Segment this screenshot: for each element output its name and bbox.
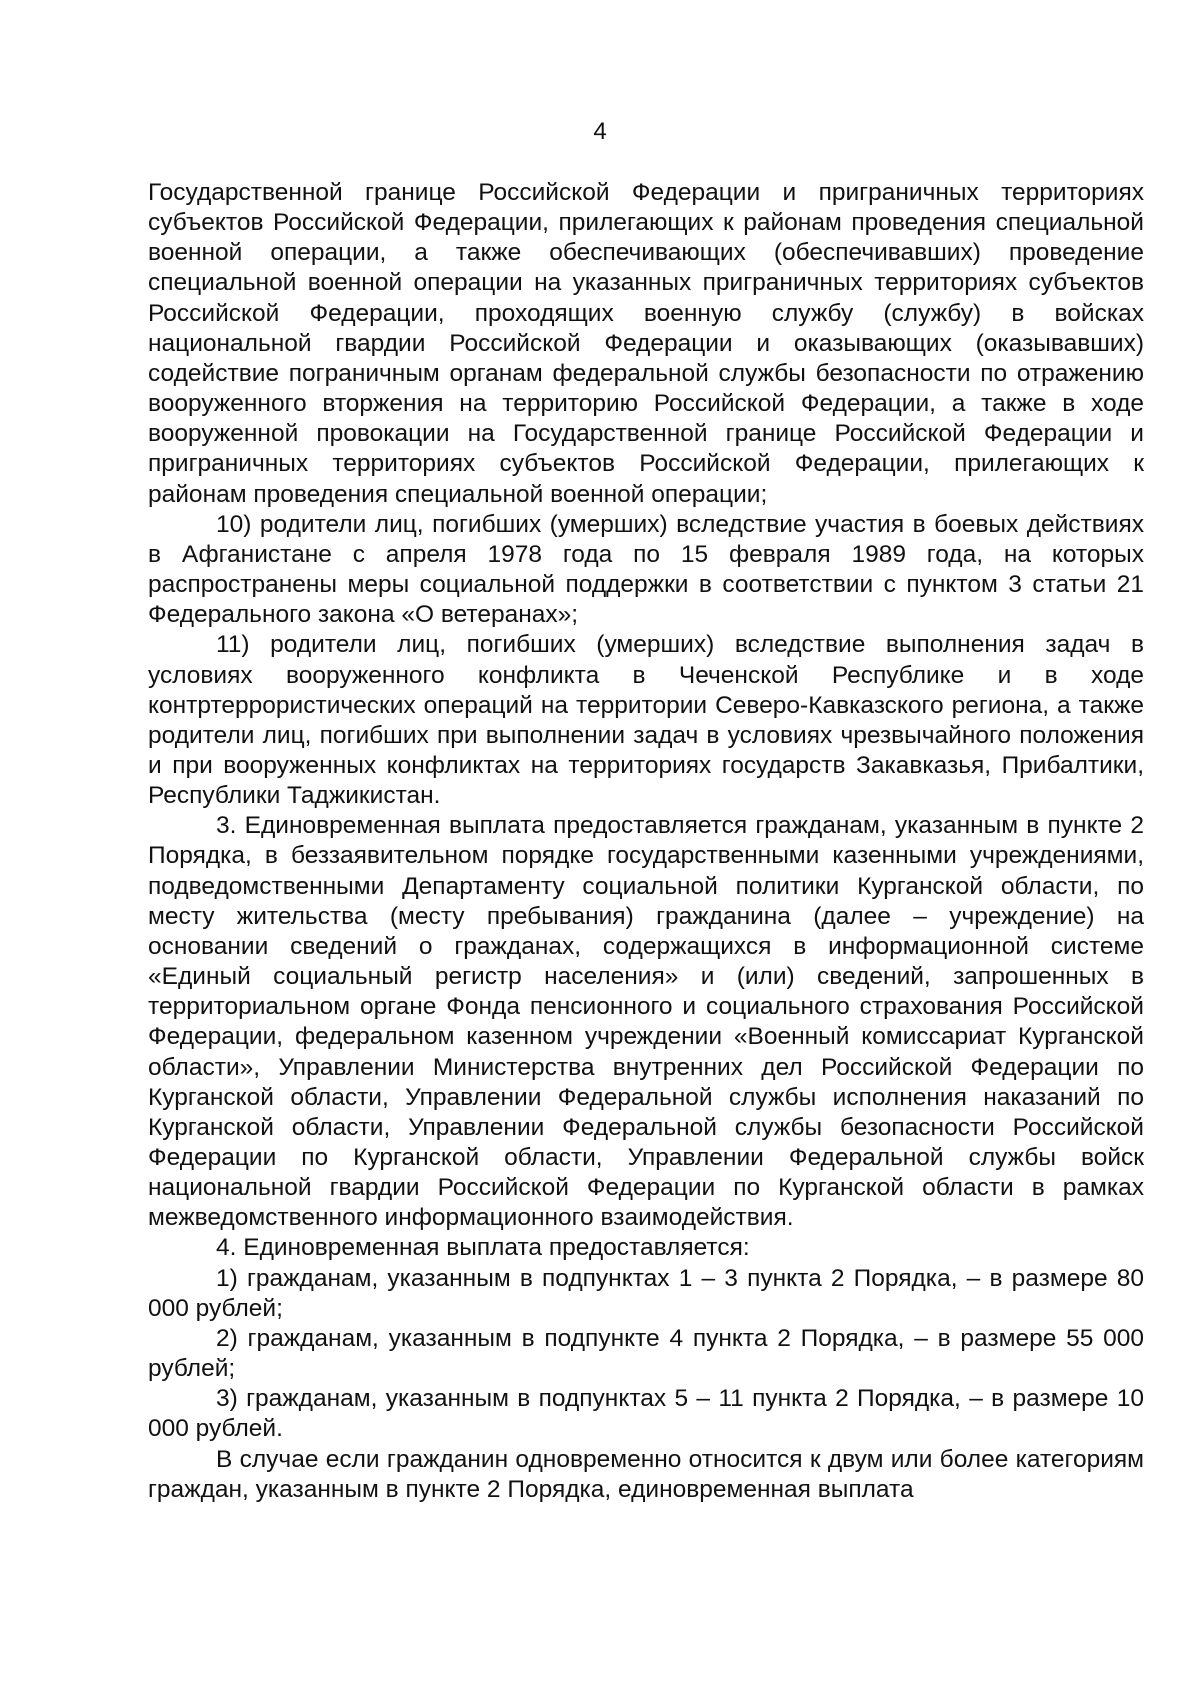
- paragraph-section-4: 4. Единовременная выплата предоставляется:: [216, 1234, 750, 1262]
- paragraph-multiple-categories: В случае если гражданин одновременно относится к двум или более категориям граждан, указанным в пункте 2 Порядка, единовременная выплата: [148, 1445, 1144, 1503]
- paragraph-section-3: 3. Единовременная выплата предоставляется гражданам, указанным в пункте 2 Порядка, в беззаявительном порядке государственными казенными учреждениями, подведомственными Департаменту социальной политики Курганской области, по месту жительства (месту пребывания) гражданина (далее – учреждение) на основании сведений о гражданах, содержащихся в информационной системе «Единый социальный регистр населения» и (или) сведений, запрошенных в территориальном органе Фонда пенсионного и социального страхования Российской Федерации, федеральном казенном учреждении «Военный комиссариат Курганской области», Управлении Министерства внутренних дел Российской Федерации по Курганской области, Управлении Федеральной службы исполнения наказаний по Курганской области, Управлении Федеральной службы безопасности Российской Федерации по Курганской области, Управлении Федеральной службы войск национальной гвардии Российской Федерации по Курганской области в рамках межведомственного информационного взаимодействия.: [148, 812, 1144, 1232]
- paragraph-subitem-3: 3) гражданам, указанным в подпунктах 5 – 11 пункта 2 Порядка, – в размере 10 000 рублей.: [148, 1385, 1144, 1443]
- paragraph-continuation: Государственной границе Российской Федерации и приграничных территориях субъектов Российской Федерации, прилегающих к районам проведения специальной военной операции, а также обеспечивающих (обеспечивавших) проведение специальной военной операции на указанных приграничных территориях субъектов Российской Федерации, проходящих военную службу (службу) в войсках национальной гвардии Российской Федерации и оказывающих (оказывавших) содействие пограничным органам федеральной службы безопасности по отражению вооруженного вторжения на территорию Российской Федерации, а также в ходе вооруженной провокации на Государственной границе Российской Федерации и приграничных территориях субъектов Российской Федерации, прилегающих к районам проведения специальной военной операции;: [148, 179, 1144, 508]
- document-body: [148, 178, 1144, 1505]
- paragraph-item-11: 11) родители лиц, погибших (умерших) вследствие выполнения задач в условиях вооруженного конфликта в Чеченской Республике и в ходе контртеррористических операций на территории Северо-Кавказского региона, а также родители лиц, погибших при выполнении задач в условиях чрезвычайного положения и при вооруженных конфликтах на территориях государств Закавказья, Прибалтики, Республики Таджикистан.: [148, 631, 1144, 810]
- paragraph-subitem-2: 2) гражданам, указанным в подпункте 4 пункта 2 Порядка, – в размере 55 000 рублей;: [148, 1324, 1144, 1383]
- page-number: 4: [593, 118, 607, 145]
- paragraph-subitem-1: 1) гражданам, указанным в подпунктах 1 – 3 пункта 2 Порядка, – в размере 80 000 рублей;: [148, 1264, 1144, 1322]
- paragraph-item-10: 10) родители лиц, погибших (умерших) вследствие участия в боевых действиях в Афганистане с апреля 1978 года по 15 февраля 1989 года, на которых распространены меры социальной поддержки в соответствии с пунктом 3 статьи 21 Федерального закона «О ветеранах»;: [148, 510, 1144, 629]
